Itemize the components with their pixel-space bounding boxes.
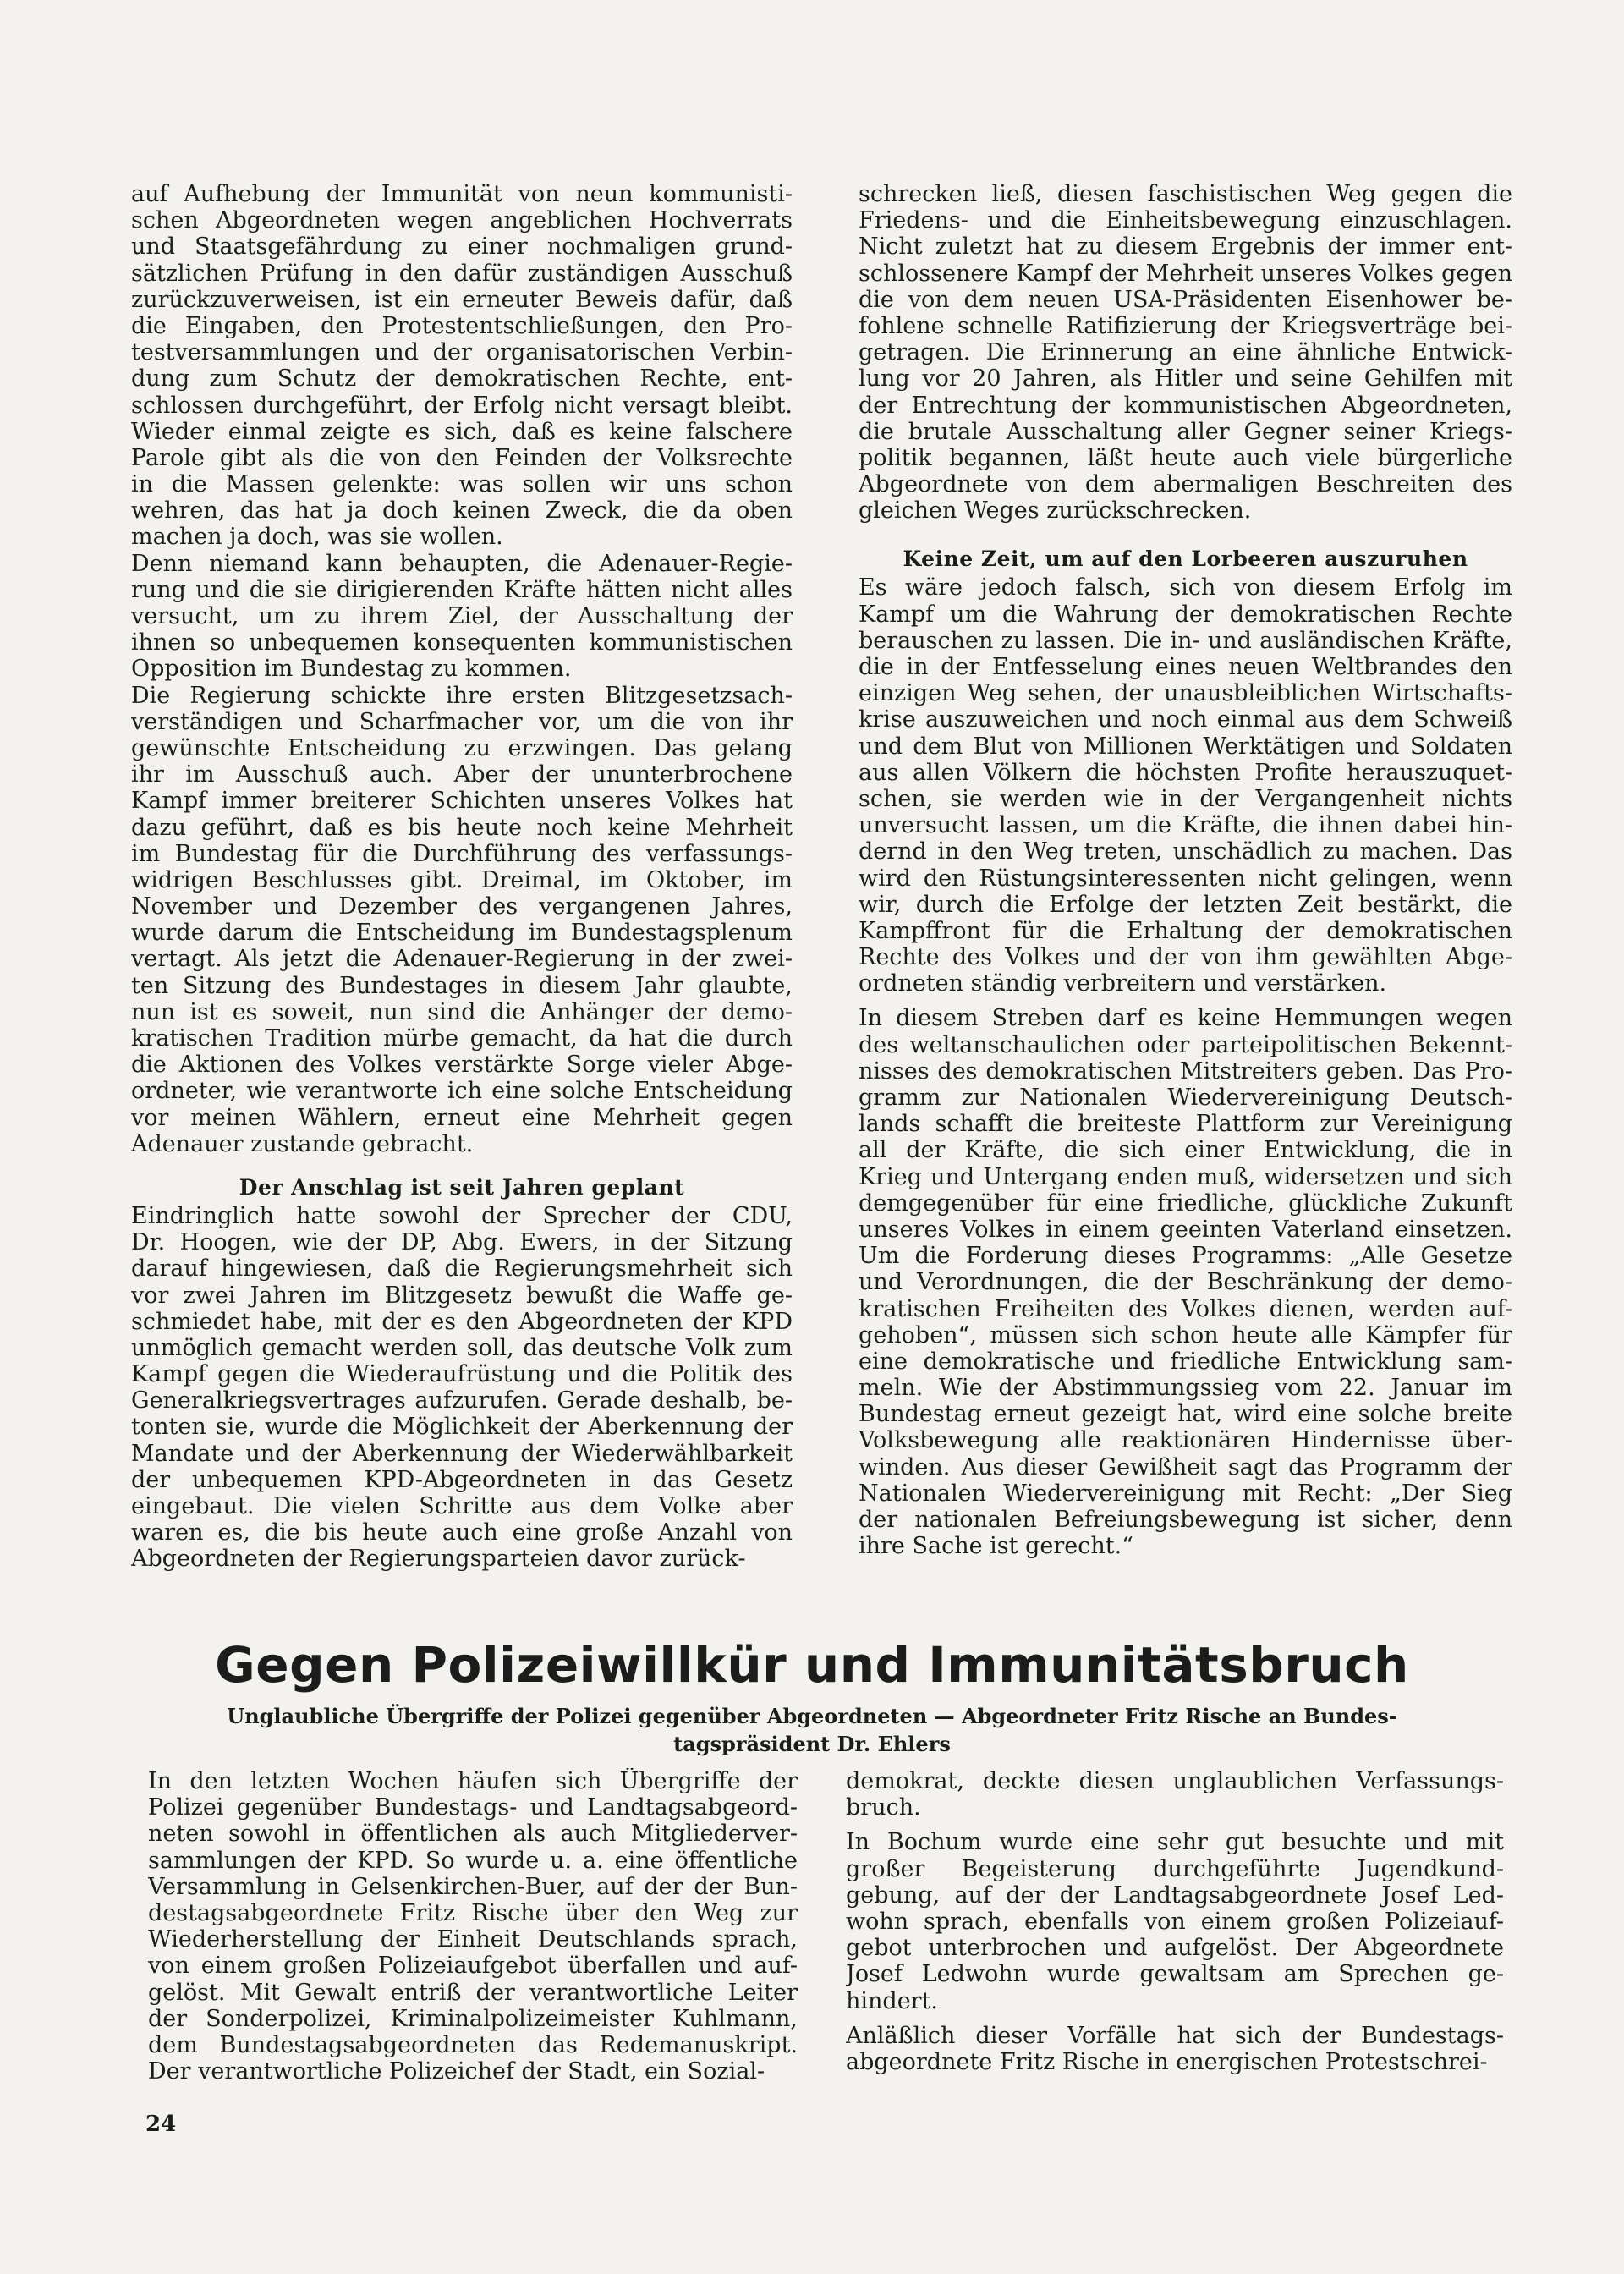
text-line: Nationalen Wiedervereinigung mit Recht: „Der Sieg	[859, 1480, 1512, 1507]
text-line: Dr. Hoogen, wie der DP, Abg. Ewers, in der Sitzung	[131, 1229, 793, 1256]
text-line: die brutale Ausschaltung aller Gegner seiner Kriegs-	[859, 418, 1512, 445]
text-line: unseres Volkes in einem geeinten Vaterland einsetzen.	[859, 1216, 1512, 1243]
text-line: Opposition im Bundestag zu kommen.	[131, 656, 572, 683]
text-line: Bundestag erneut gezeigt hat, wird eine solche breite	[859, 1401, 1512, 1428]
text-line: In diesem Streben darf es keine Hemmungen wegen	[859, 1005, 1512, 1032]
text-line: vertagt. Als jetzt die Adenauer-Regierung in der zwei-	[131, 946, 793, 973]
text-line: gebot unterbrochen und aufgelöst. Der Abgeordnete	[846, 1935, 1504, 1962]
text-line: die Aktionen des Volkes verstärkte Sorge vieler Abge-	[131, 1052, 793, 1079]
text-line: ihnen so unbequemen konsequenten kommunistischen	[131, 629, 793, 656]
text-line: schen, sie werden wie in der Vergangenheit nichts	[859, 785, 1512, 812]
text-line: ihre Sache ist gerecht.“	[859, 1533, 1133, 1560]
text-line: und dem Blut von Millionen Werktätigen und Soldaten	[859, 733, 1512, 760]
text-line: fohlene schnelle Ratifizierung der Kriegsverträge bei-	[859, 312, 1512, 339]
page-number: 24	[145, 2112, 177, 2137]
text-line: Rechte des Volkes und der von ihm gewählten Abge-	[859, 944, 1512, 971]
column-right-top	[859, 181, 1512, 1559]
text-line: Wieder einmal zeigte es sich, daß es keine falschere	[131, 418, 793, 445]
column-left-top	[131, 181, 793, 1573]
text-line: krise auszuweichen und noch einmal aus dem Schweiß	[859, 706, 1512, 733]
text-line: auf Aufhebung der Immunität von neun kommunisti-	[131, 181, 793, 207]
text-line: all der Kräfte, die sich einer Entwicklung, die in	[859, 1137, 1512, 1164]
paragraph	[846, 1768, 1504, 1821]
text-line: eingebaut. Die vielen Schritte aus dem Volke aber	[131, 1493, 793, 1519]
paragraph	[859, 574, 1512, 997]
text-line: Um die Forderung dieses Programms: „Alle Gesetze	[859, 1243, 1512, 1270]
text-line: schmiedet habe, mit der es den Abgeordneten der KPD	[131, 1308, 793, 1335]
text-line: ten Sitzung des Bundestages in diesem Jahr glaubte,	[131, 972, 793, 999]
text-line: ordneten ständig verbreitern und verstärken.	[859, 970, 1387, 997]
text-line: aus allen Völkern die höchsten Profite herauszuquet-	[859, 759, 1512, 786]
text-line: demgegenüber für eine friedliche, glückliche Zukunft	[859, 1189, 1512, 1217]
text-line: Generalkriegsvertrages aufzurufen. Gerade deshalb, be-	[131, 1387, 793, 1414]
text-line: Eindringlich hatte sowohl der Sprecher der CDU,	[131, 1202, 793, 1229]
spacer	[846, 1821, 1504, 1829]
paragraph	[131, 551, 793, 683]
text-line: Kampf um die Wahrung der demokratischen Rechte	[859, 601, 1512, 628]
text-line: wir, durch die Erfolge der letzten Zeit bestärkt, die	[859, 891, 1512, 918]
text-line: Versammlung in Gelsenkirchen-Buer, auf der der Bun-	[148, 1873, 798, 1900]
text-line: Volksbewegung alle reaktionären Hindernisse über-	[859, 1427, 1512, 1454]
text-line: Friedens- und die Einheitsbewegung einzuschlagen.	[859, 207, 1512, 234]
text-line: abgeordnete Fritz Rische in energischen Protestschrei-	[846, 2048, 1488, 2075]
text-line: Kampf gegen die Wiederaufrüstung und die Politik des	[131, 1361, 793, 1388]
text-line: großer Begeisterung durchgeführte Jugendkund-	[846, 1855, 1504, 1882]
text-line: gramm zur Nationalen Wiedervereinigung Deutsch-	[859, 1085, 1512, 1111]
text-line: Parole gibt als die von den Feinden der Volksrechte	[131, 444, 793, 471]
paragraph	[131, 181, 793, 551]
text-line: tonten sie, wurde die Möglichkeit der Aberkennung der	[131, 1414, 793, 1441]
text-line: schen Abgeordneten wegen angeblichen Hochverrats	[131, 207, 793, 234]
text-line: schlossenere Kampf der Mehrheit unseres Volkes gegen	[859, 260, 1512, 287]
text-line: demokrat, deckte diesen unglaublichen Verfassungs-	[846, 1768, 1504, 1794]
text-line: gewünschte Entscheidung zu erzwingen. Das gelang	[131, 734, 793, 761]
text-line: Anläßlich dieser Vorfälle hat sich der Bundestags-	[846, 2022, 1504, 2049]
text-line: vor meinen Wählern, erneut eine Mehrheit gegen	[131, 1104, 793, 1131]
text-line: Denn niemand kann behaupten, die Adenauer-Regie-	[131, 550, 793, 577]
text-line: eine demokratische und friedliche Entwicklung sam-	[859, 1348, 1512, 1375]
deck-line: Unglaubliche Übergriffe der Polizei gegenüber Abgeordneten — Abgeordneter Fritz Rische an Bundes-	[227, 1704, 1397, 1728]
text-line: die von dem neuen USA-Präsidenten Eisenhower be-	[859, 286, 1512, 313]
section-subheading: Der Anschlag ist seit Jahren geplant	[239, 1174, 685, 1200]
text-line: gebung, auf der der Landtagsabgeordnete Josef Led-	[846, 1881, 1504, 1909]
text-line: zurückzuverweisen, ist ein erneuter Beweis dafür, daß	[131, 286, 793, 313]
text-line: bruch.	[846, 1794, 921, 1821]
text-line: schrecken ließ, diesen faschistischen Weg gegen die	[859, 181, 1512, 207]
text-line: Die Regierung schickte ihre ersten Blitzgesetzsach-	[131, 682, 793, 709]
text-line: darauf hingewiesen, daß die Regierungsmehrheit sich	[131, 1255, 793, 1283]
paragraph	[859, 181, 1512, 524]
text-line: machen ja doch, was sie wollen.	[131, 524, 503, 551]
text-line: gleichen Weges zurückschrecken.	[859, 497, 1252, 525]
spacer	[846, 2014, 1504, 2023]
text-line: dung zum Schutz der demokratischen Rechte, ent-	[131, 365, 793, 393]
text-line: Kampffront für die Erhaltung der demokratischen	[859, 917, 1512, 944]
text-line: kratischen Tradition mürbe gemacht, da hat die durch	[131, 1025, 793, 1052]
column-right-bottom	[846, 1768, 1504, 2075]
text-line: und Staatsgefährdung zu einer nochmaligen grund-	[131, 233, 793, 261]
text-line: wurde darum die Entscheidung im Bundestagsplenum	[131, 920, 793, 947]
text-line: berauschen zu lassen. Die in- und ausländischen Kräfte,	[859, 627, 1512, 654]
column-left-bottom	[148, 1768, 798, 2084]
text-line: Mandate und der Aberkennung der Wiederwählbarkeit	[131, 1440, 793, 1467]
text-line: In den letzten Wochen häufen sich Übergriffe der	[148, 1768, 798, 1794]
text-line: destagsabgeordnete Fritz Rische über den Weg zur	[148, 1899, 798, 1926]
text-line: unmöglich gemacht werden soll, das deutsche Volk zum	[131, 1334, 793, 1361]
paragraph	[846, 1829, 1504, 2013]
text-line: Adenauer zustande gebracht.	[131, 1130, 474, 1157]
text-line: ordneter, wie verantworte ich eine solche Entscheidung	[131, 1078, 793, 1105]
text-line: Abgeordnete von dem abermaligen Beschreiten des	[859, 471, 1512, 498]
text-line: die in der Entfesselung eines neuen Weltbrandes den	[859, 654, 1512, 680]
text-line: kratischen Freiheiten des Volkes dienen, werden auf-	[859, 1295, 1512, 1322]
text-line: hindert.	[846, 1987, 939, 2014]
text-line: wehren, das hat ja doch keinen Zweck, die da oben	[131, 497, 793, 525]
text-line: der Entrechtung der kommunistischen Abgeordneten,	[859, 392, 1512, 419]
text-line: lung vor 20 Jahren, als Hitler und seine Gehilfen mit	[859, 365, 1512, 393]
text-line: Es wäre jedoch falsch, sich von diesem Erfolg im	[859, 574, 1512, 601]
text-line: Abgeordneten der Regierungsparteien davor zurück-	[131, 1546, 746, 1573]
text-line: wohn sprach, ebenfalls von einem großen Polizeiauf-	[846, 1908, 1504, 1935]
text-line: der nationalen Befreiungsbewegung ist sicher, denn	[859, 1507, 1512, 1533]
text-line: waren es, die bis heute auch eine große Anzahl von	[131, 1519, 793, 1546]
article-deck	[178, 1702, 1446, 1758]
text-line: im Bundestag für die Durchführung des verfassungs-	[131, 840, 793, 867]
paragraph	[131, 683, 793, 1157]
text-line: winden. Aus dieser Gewißheit sagt das Programm der	[859, 1453, 1512, 1480]
text-line: des weltanschaulichen oder parteipolitischen Bekennt-	[859, 1031, 1512, 1058]
text-line: gelöst. Mit Gewalt entriß der verantwortliche Leiter	[148, 1979, 798, 2006]
text-line: In Bochum wurde eine sehr gut besuchte und mit	[846, 1829, 1504, 1856]
spacer	[859, 524, 1512, 544]
text-line: November und Dezember des vergangenen Jahres,	[131, 893, 793, 920]
paragraph	[131, 1203, 793, 1573]
text-line: der unbequemen KPD-Abgeordneten in das Gesetz	[131, 1466, 793, 1493]
text-line: verständigen und Scharfmacher vor, um die von ihr	[131, 708, 793, 735]
text-line: lands schafft die breiteste Plattform zur Vereinigung	[859, 1111, 1512, 1138]
text-line: Polizei gegenüber Bundestags- und Landtagsabgeord-	[148, 1794, 798, 1821]
spacer	[131, 1157, 793, 1173]
deck-line: tagspräsident Dr. Ehlers	[673, 1732, 951, 1756]
text-line: vor zwei Jahren im Blitzgesetz bewußt die Waffe ge-	[131, 1282, 793, 1309]
text-line: ihr im Ausschuß auch. Aber der ununterbrochene	[131, 761, 793, 788]
text-line: der Sonderpolizei, Kriminalpolizeimeister Kuhlmann,	[148, 2005, 798, 2032]
text-line: neten sowohl in öffentlichen als auch Mitgliederver-	[148, 1821, 798, 1848]
text-line: schlossen durchgeführt, der Erfolg nicht versagt bleibt.	[131, 392, 793, 419]
text-line: Krieg und Untergang enden muß, widersetzen und sich	[859, 1163, 1512, 1190]
text-line: getragen. Die Erinnerung an eine ähnliche Entwick-	[859, 339, 1512, 366]
article-headline: Gegen Polizeiwillkür und Immunitätsbruch	[215, 1636, 1409, 1694]
paragraph	[859, 1005, 1512, 1559]
text-line: versucht, um zu ihrem Ziel, der Ausschaltung der	[131, 603, 793, 629]
text-line: nun ist es soweit, nun sind die Anhänger der demo-	[131, 998, 793, 1025]
text-line: gehoben“, müssen sich schon heute alle Kämpfer für	[859, 1321, 1512, 1348]
text-line: sammlungen der KPD. So wurde u. a. eine öffentliche	[148, 1847, 798, 1874]
text-line: einzigen Weg sehen, der unausbleiblichen Wirtschafts-	[859, 680, 1512, 707]
paragraph	[148, 1768, 798, 2084]
text-line: rung und die sie dirigierenden Kräfte hätten nicht alles	[131, 576, 793, 603]
text-line: sätzlichen Prüfung in den dafür zuständigen Ausschuß	[131, 260, 793, 287]
text-line: testversammlungen und der organisatorischen Verbin-	[131, 339, 793, 366]
text-line: Nicht zuletzt hat zu diesem Ergebnis der immer ent-	[859, 233, 1512, 261]
text-line: Josef Ledwohn wurde gewaltsam am Sprechen ge-	[846, 1961, 1504, 1988]
text-line: Kampf immer breiterer Schichten unseres Volkes hat	[131, 788, 793, 815]
text-line: politik begannen, läßt heute auch viele bürgerliche	[859, 444, 1512, 471]
text-line: in die Massen gelenkte: was sollen wir uns schon	[131, 471, 793, 498]
text-line: meln. Wie der Abstimmungssieg vom 22. Januar im	[859, 1375, 1512, 1402]
text-line: von einem großen Polizeiaufgebot überfallen und auf-	[148, 1953, 798, 1980]
text-line: nisses des demokratischen Mitstreiters geben. Das Pro-	[859, 1057, 1512, 1085]
text-line: Wiederherstellung der Einheit Deutschlands sprach,	[148, 1926, 798, 1953]
text-line: dem Bundestagsabgeordneten das Redemanuskript.	[148, 2031, 798, 2058]
section-subheading: Keine Zeit, um auf den Lorbeeren auszuruhen	[903, 547, 1468, 572]
spacer	[859, 997, 1512, 1005]
text-line: die Eingaben, den Protestentschließungen, den Pro-	[131, 312, 793, 339]
text-line: dazu geführt, daß es bis heute noch keine Mehrheit	[131, 814, 793, 841]
text-line: wird den Rüstungsinteressenten nicht gelingen, wenn	[859, 865, 1512, 892]
text-line: dernd in den Weg treten, unschädlich zu machen. Das	[859, 838, 1512, 865]
text-line: Der verantwortliche Polizeichef der Stadt, ein Sozial-	[148, 2058, 765, 2085]
text-line: und Verordnungen, die der Beschränkung der demo-	[859, 1269, 1512, 1296]
text-line: widrigen Beschlusses gibt. Dreimal, im Oktober, im	[131, 866, 793, 893]
text-line: unversucht lassen, um die Kräfte, die ihnen dabei hin-	[859, 812, 1512, 839]
paragraph	[846, 2023, 1504, 2075]
